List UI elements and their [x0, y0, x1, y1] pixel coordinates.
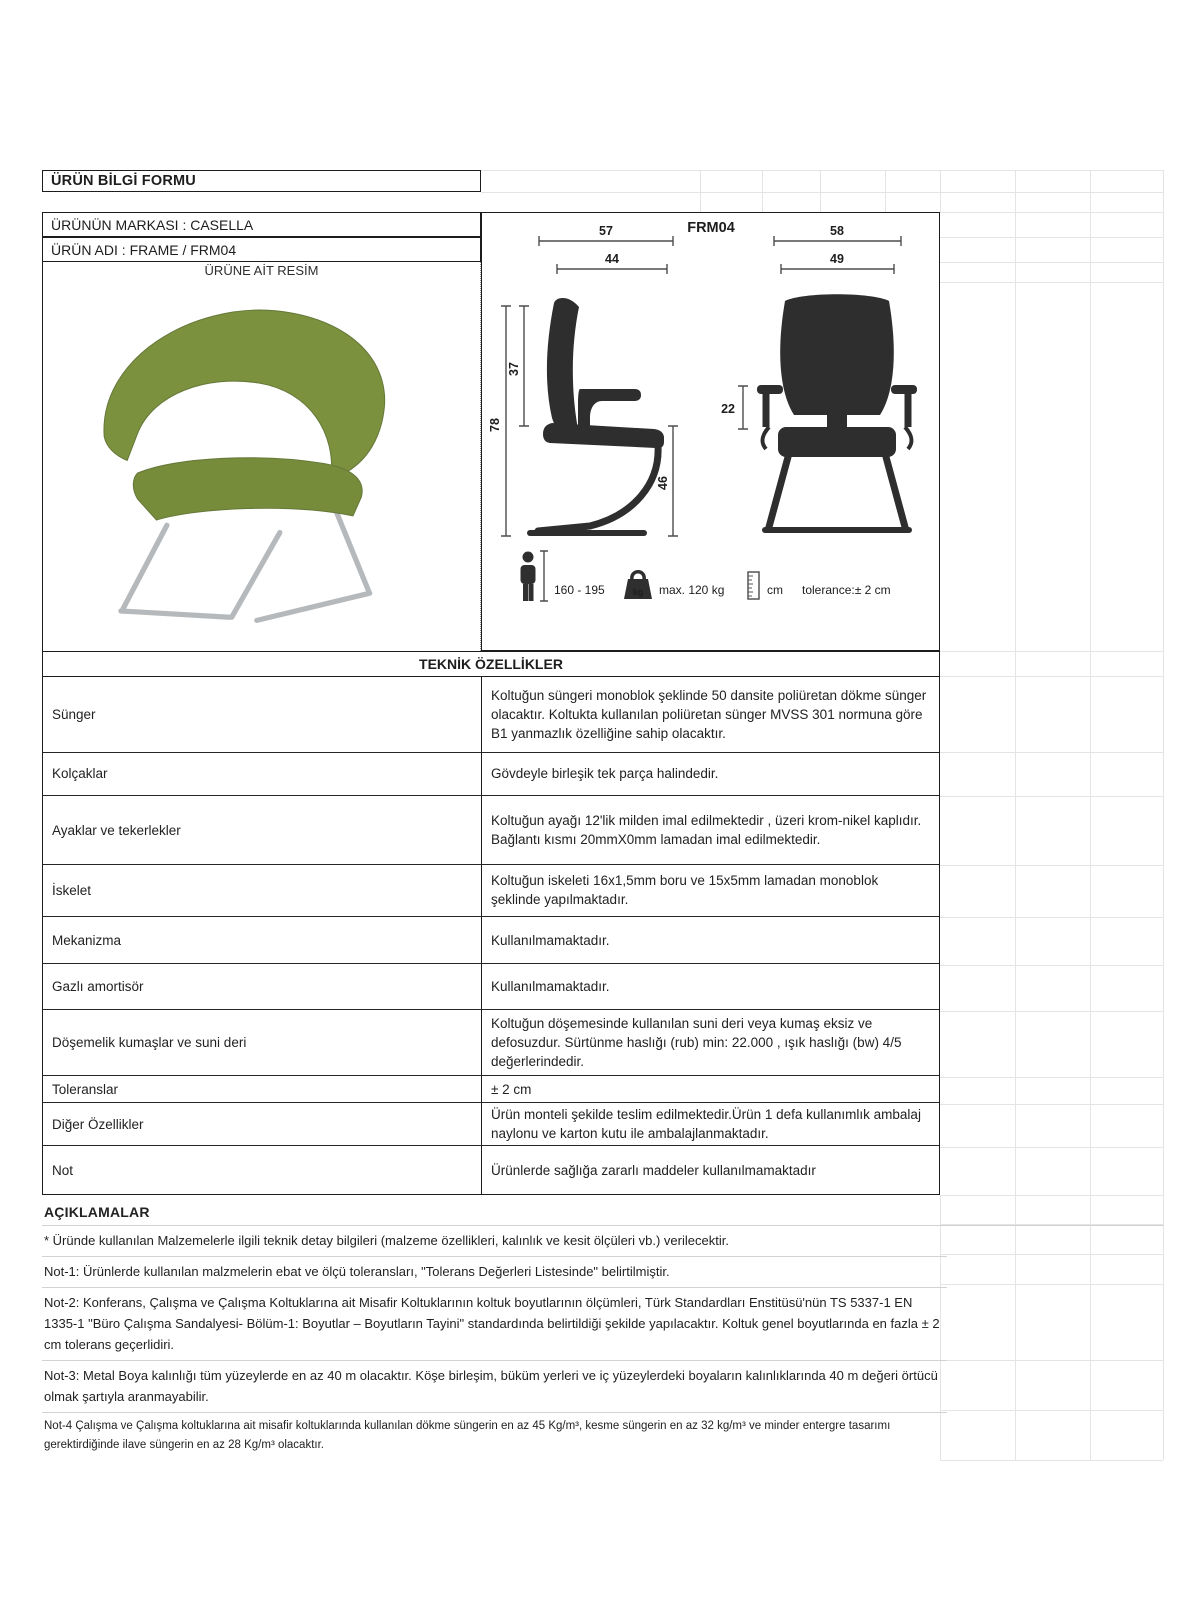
- gridline: [940, 1460, 1163, 1461]
- table-row: [43, 1076, 939, 1103]
- spec-label: Mekanizma: [43, 917, 482, 964]
- product-name-cell: [42, 237, 481, 262]
- gridline: [940, 1077, 1163, 1078]
- table-row: [43, 1103, 939, 1146]
- spec-value: Koltuğun süngeri monoblok şeklinde 50 dansite poliüretan dökme sünger olacaktır. Koltukta kullanılan poliüretan sünger MVSS 301 normuna göre B1 yanmazlık özelliğine sahip olacaktır.: [491, 687, 927, 741]
- spec-label: Sünger: [43, 677, 482, 752]
- note-item: Not-4 Çalışma ve Çalışma koltuklarına ait misafir koltuklarında kullanılan dökme süngerin en az 45 Kg/m³, kesme süngerin en az 32 kg/m³ ve minder entergre tasarımı gerektirdiğinde ilave süngerin en az 28 Kg/m³ olacaktır.: [44, 1420, 891, 1451]
- gridline: [940, 212, 1163, 213]
- gridline: [940, 796, 1163, 797]
- chair-backrest: [104, 310, 385, 479]
- spec-value: Ürünlerde sağlığa zararlı maddeler kullanılmamaktadır: [491, 1162, 816, 1178]
- table-row: [43, 753, 939, 797]
- gridline: [940, 1104, 1163, 1105]
- table-row: [43, 917, 939, 965]
- spec-label: Diğer Özellikler: [43, 1103, 482, 1145]
- dim-lines-top: [539, 236, 901, 274]
- product-image-cell: [42, 262, 481, 651]
- gridline: [481, 170, 1163, 171]
- brand-text: ÜRÜNÜN MARKASI : CASELLA: [51, 216, 254, 233]
- unit-label: cm: [767, 583, 783, 597]
- gridline: [700, 170, 701, 212]
- table-row: [43, 964, 939, 1010]
- explanations-title: AÇIKLAMALAR: [42, 1200, 1163, 1226]
- kg-badge: kg: [632, 587, 644, 597]
- spec-value: ± 2 cm: [491, 1081, 532, 1097]
- dim-lines-vertical: [501, 306, 748, 536]
- spec-label: Gazlı amortisör: [43, 964, 482, 1009]
- gridline: [762, 170, 763, 212]
- tolerance-label: tolerance:± 2 cm: [802, 583, 891, 597]
- note-item: Not-2: Konferans, Çalışma ve Çalışma Koltuklarına ait Misafir Koltuklarının koltuk boyutlarının ölçümleri, Türk Standardları Enstitüsü'nün TS 5337-1 EN 1335-1 "Büro Çalışma Sandalyesi- Bölüm-1: Boyutlar – Boyutların Tayini" standardında belirtildiği şekilde yapılacaktır. Koltuk genel boyutlarında en fazla ± 2 cm tolerans geçerlidiri.: [42, 1288, 947, 1361]
- table-row: [43, 865, 939, 917]
- spec-value: Koltuğun iskeleti 16x1,5mm boru ve 15x5mm lamadan monoblok şeklinde yapılmaktadır.: [491, 873, 879, 908]
- technical-specs-title: TEKNİK ÖZELLİKLER: [43, 652, 939, 677]
- spec-label: İskelet: [43, 865, 482, 916]
- form-title-cell: [42, 170, 481, 192]
- spec-value: Kullanılmamaktadır.: [491, 979, 610, 995]
- chair-rear-leg: [257, 512, 370, 621]
- table-row: [43, 1010, 939, 1076]
- brand-cell: [42, 212, 481, 237]
- gridline: [940, 1147, 1163, 1148]
- person-height-range: 160 - 195: [554, 583, 605, 597]
- note-item: Not-3: Metal Boya kalınlığı tüm yüzeylerde en az 40 m olacaktır. Köşe birleşim, büküm yerleri ve iç yüzeylerdeki boyaların kalınlıklarında 40 m değeri örtücü olmak şartıyla aranmayabilir.: [42, 1361, 947, 1413]
- table-row: [43, 796, 939, 865]
- gridline: [940, 865, 1163, 866]
- gridline: [885, 170, 886, 212]
- model-code: FRM04: [687, 220, 735, 236]
- dimension-diagram: [482, 213, 938, 649]
- table-row: [43, 677, 939, 753]
- image-caption: ÜRÜNE AİT RESİM: [204, 263, 319, 278]
- gridline: [1163, 170, 1164, 1460]
- max-weight-label: max. 120 kg: [659, 583, 725, 597]
- spec-value: Koltuğun döşemesinde kullanılan suni deri veya kumaş eksiz ve defosuzdur. Sürtünme haslığı (rub) min: 22.000 , ışık haslığı (bw) 4/5 değerlerindedir.: [491, 1016, 902, 1070]
- spec-value: Kullanılmamaktadır.: [491, 932, 610, 948]
- table-row: [43, 1146, 939, 1194]
- chair-front-view: [757, 294, 917, 530]
- spec-value: Ürün monteli şekilde teslim edilmektedir.Ürün 1 defa kullanımlık ambalaj naylonu ve karton kutu ile ambalajlanmaktadır.: [491, 1107, 921, 1142]
- technical-specs-table: [42, 651, 940, 1195]
- note-item: * Üründe kullanılan Malzemelerle ilgili teknik detay bilgileri (malzeme özellikleri, kalınlık ve kesit ölçüleri vb.) verilecektir.: [42, 1226, 947, 1257]
- chair-front-legs: [121, 525, 280, 617]
- gridline: [940, 1011, 1163, 1012]
- spec-label: Kolçaklar: [43, 753, 482, 796]
- spec-label: Döşemelik kumaşlar ve suni deri: [43, 1010, 482, 1075]
- gridline: [940, 1195, 1163, 1196]
- gridline: [820, 170, 821, 212]
- ruler-cm-icon: [748, 572, 759, 599]
- product-name-text: ÜRÜN ADI : FRAME / FRM04: [51, 241, 237, 258]
- gridline: [940, 676, 1163, 677]
- weight-kg-icon: [624, 572, 652, 599]
- dim-57: 57: [599, 224, 613, 238]
- note-item: Not-1: Ürünlerde kullanılan malzmelerin ebat ve ölçü toleransları, "Tolerans Değerleri Listesinde" belirtilmiştir.: [42, 1257, 947, 1288]
- product-photo-green-chair: [61, 290, 461, 635]
- gridline: [940, 237, 1163, 238]
- dim-44: 44: [605, 252, 619, 266]
- dim-37: 37: [507, 362, 521, 376]
- dim-22: 22: [721, 402, 735, 416]
- dim-58: 58: [830, 224, 844, 238]
- spec-label: Not: [43, 1146, 482, 1194]
- dim-78: 78: [488, 418, 502, 432]
- gridline: [940, 651, 1163, 652]
- gridline: [940, 262, 1163, 263]
- chair-seat: [133, 458, 362, 520]
- spec-value: Koltuğun ayağı 12'lik milden imal edilmektedir , üzeri krom-nikel kaplıdır. Bağlantı kısmı 20mmX0mm lamadan imal edilmektedir.: [491, 813, 922, 848]
- dim-46: 46: [656, 476, 670, 490]
- spec-label: Toleranslar: [43, 1076, 482, 1102]
- person-height-icon: [521, 551, 549, 601]
- chair-side-view: [530, 298, 664, 533]
- gridline: [481, 192, 1163, 193]
- dim-49: 49: [830, 252, 844, 266]
- form-title: ÜRÜN BİLGİ FORMU: [51, 173, 196, 189]
- explanations-section: [42, 1200, 1163, 1460]
- gridline: [940, 965, 1163, 966]
- gridline: [940, 752, 1163, 753]
- gridline: [940, 282, 1163, 283]
- gridline: [940, 170, 941, 212]
- gridline: [940, 917, 1163, 918]
- dimension-diagram-panel: [481, 212, 940, 651]
- spec-value: Gövdeyle birleşik tek parça halindedir.: [491, 766, 719, 782]
- spec-label: Ayaklar ve tekerlekler: [43, 796, 482, 864]
